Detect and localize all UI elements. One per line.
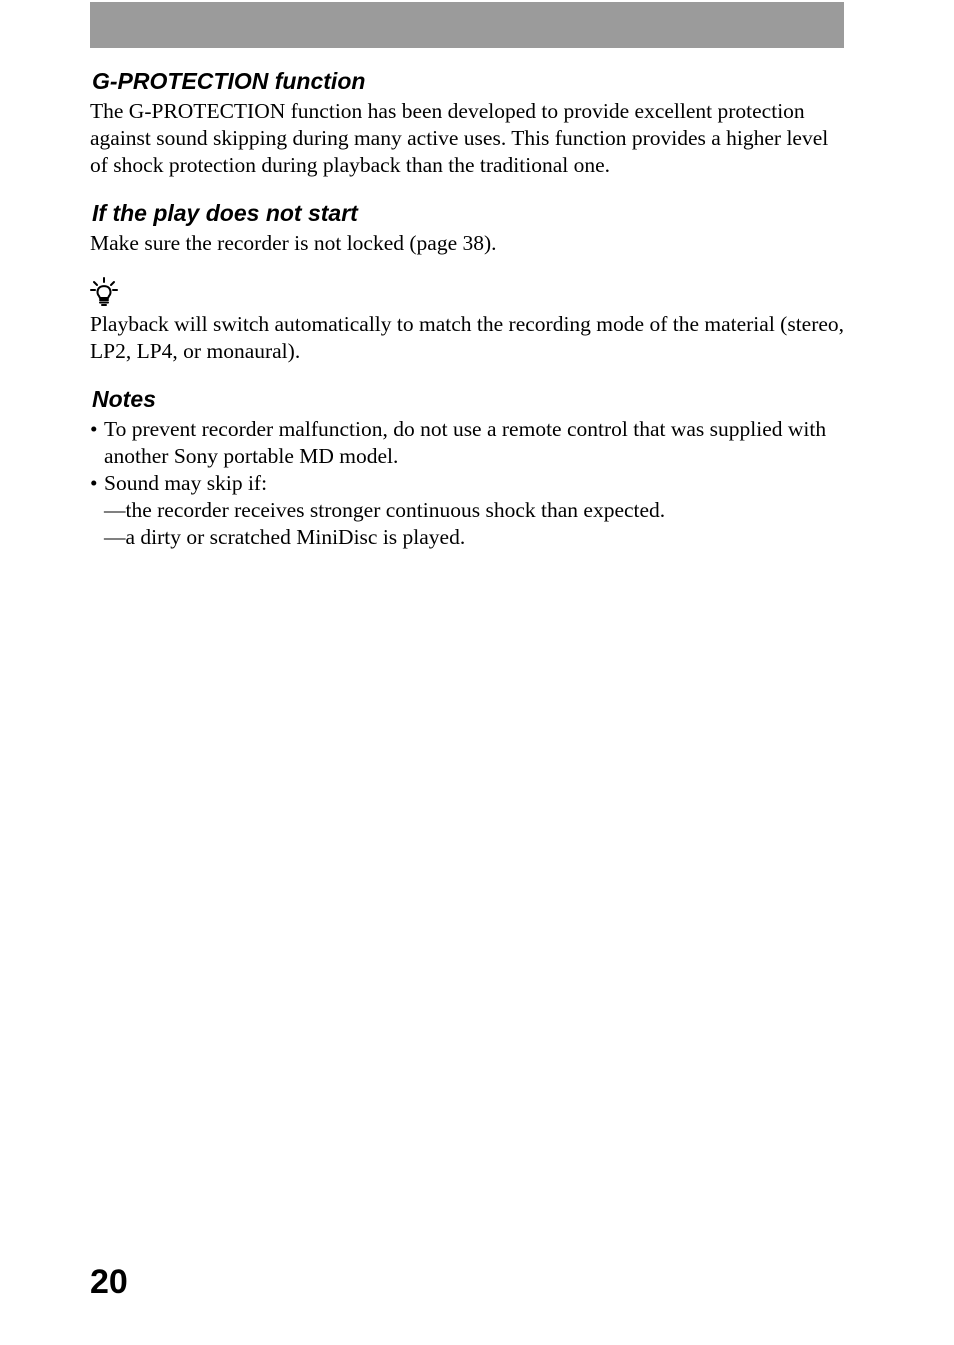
header-bar (90, 2, 844, 48)
page-content (90, 67, 850, 551)
note-text: To prevent recorder malfunction, do not use a remote control that was supplied with another Sony portable MD model. (104, 417, 827, 468)
g-protection-text: The G-PROTECTION function has been developed to provide excellent protection against sound skipping during many active uses. This function provides a higher level of shock protection during playback than the traditional one. (90, 99, 829, 177)
play-not-start-text: Make sure the recorder is not locked (page 38). (90, 231, 497, 255)
notes-heading: Notes (92, 386, 156, 412)
list-item (90, 416, 850, 470)
bullet-icon: • (90, 471, 98, 495)
lightbulb-icon (90, 277, 118, 307)
g-protection-heading: G-PROTECTION function (92, 68, 366, 94)
note-subitem: —the recorder receives stronger continuous shock than expected. (104, 498, 666, 522)
note-text: Sound may skip if: (104, 471, 268, 495)
list-item (90, 470, 850, 551)
play-not-start-heading: If the play does not start (92, 200, 358, 226)
notes-list (90, 416, 850, 551)
page-number: 20 (90, 1263, 128, 1301)
note-subitem: —a dirty or scratched MiniDisc is played. (104, 525, 466, 549)
tip-text: Playback will switch automatically to match the recording mode of the material (stereo, LP2, LP4, or monaural). (90, 312, 845, 363)
bullet-icon: • (90, 417, 98, 441)
